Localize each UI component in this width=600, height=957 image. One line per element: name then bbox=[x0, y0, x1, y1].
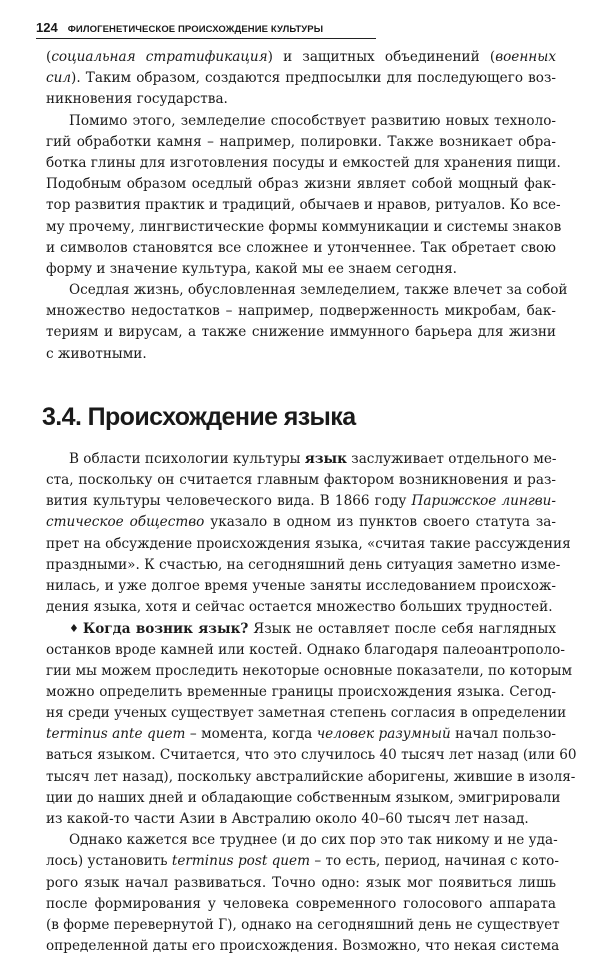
text-line: (в форме перевернутой Г), однако на сегодняшний день не существует bbox=[46, 916, 560, 933]
text-line: с животными. bbox=[46, 345, 147, 362]
text-run: Язык не оставляет после себя наглядных bbox=[248, 621, 556, 638]
text-line: праздными». К счастью, на сегодняшний день ситуация заметно изме- bbox=[46, 556, 561, 573]
text-line bbox=[46, 491, 556, 512]
text-line: Помимо этого, земледелие способствует развитию новых техноло- bbox=[69, 112, 556, 129]
text-line: нилась, и уже долгое время ученые заняты исследованием происхож- bbox=[46, 577, 556, 594]
text-line: териям и вирусам, а также снижение иммунного барьера для жизни bbox=[46, 324, 556, 341]
text-line: гий обработки камня – например, полировки. Также возникает обра- bbox=[46, 133, 556, 150]
diamond-bullet-icon: ♦ bbox=[69, 622, 79, 636]
text-run bbox=[83, 621, 556, 637]
text-line bbox=[46, 449, 556, 470]
chapter-title: ФИЛОГЕНЕТИЧЕСКОЕ ПРОИСХОЖДЕНИЕ КУЛЬТУРЫ bbox=[67, 24, 324, 35]
text-line: и символов становятся все сложнее и утонченнее. Так обретает свою bbox=[46, 239, 556, 256]
text-run: В области психологии культуры bbox=[69, 450, 305, 467]
paragraph bbox=[46, 280, 568, 365]
paragraph bbox=[46, 618, 577, 830]
text-line bbox=[46, 851, 559, 872]
paragraph bbox=[46, 111, 562, 281]
text-line: никновения государства. bbox=[46, 91, 228, 108]
text-line: му прочему, лингвистические формы коммуникации и системы знаков bbox=[46, 218, 562, 235]
text-run: ). Таким образом, создаются предпосылки для последующего воз- bbox=[71, 70, 556, 87]
text-run: указало в одном из пунктов своего статута за- bbox=[204, 514, 556, 531]
italic-run: terminus post quem bbox=[171, 853, 310, 870]
text-line bbox=[46, 618, 556, 639]
text-run: ( bbox=[46, 49, 52, 65]
text-run: вития культуры человеческого вида. В 1866 году bbox=[46, 493, 412, 510]
text-line: после формирования у человека современного голосового аппарата bbox=[46, 895, 556, 912]
text-line: множество недостатков – например, подверженность микробам, бак- bbox=[46, 303, 556, 320]
text-line: тысяч лет назад), поскольку австралийские аборигены, жившие в изоля- bbox=[46, 768, 576, 785]
text-line: из какой-то части Азии в Австралию около 40–60 тысяч лет назад. bbox=[46, 811, 529, 827]
text-line: Оседлая жизнь, обусловленная земледелием, также влечет за собой bbox=[69, 282, 568, 299]
text-run: лось) установить bbox=[46, 853, 172, 870]
text-run: – то есть, период, начиная с кото- bbox=[310, 853, 559, 870]
text-line: определенной даты его происхождения. Возможно, что некая система bbox=[46, 938, 560, 955]
text-line: прет на обсуждение происхождения языка, «считая такие рассуждения bbox=[46, 535, 571, 552]
paragraph bbox=[46, 47, 556, 111]
text-line: ботка глины для изготовления посуды и емкостей для хранения пищи. bbox=[46, 154, 561, 171]
italic-run: сил bbox=[46, 70, 72, 87]
text-line: ня среди ученых существует заметная степень согласия в определении bbox=[46, 705, 567, 722]
section-heading: 3.4. Происхождение языка bbox=[42, 402, 356, 431]
text-line: останков вроде камней или костей. Однако благодаря палеоантрополо- bbox=[46, 641, 565, 658]
text-line: Однако кажется все труднее (и до сих пор это так никому и не уда- bbox=[69, 832, 558, 849]
italic-run: социальная стратификация bbox=[51, 49, 268, 65]
text-line bbox=[46, 512, 556, 533]
text-run: – момента, когда bbox=[185, 726, 317, 743]
text-line: ции до наших дней и обладающие собственным языком, эмигрировали bbox=[46, 789, 561, 806]
paragraph bbox=[46, 830, 560, 957]
italic-run: стическое общество bbox=[46, 514, 205, 531]
text-line: дения языка, хотя и сейчас остается множество больших трудностей. bbox=[46, 599, 553, 616]
text-run: заслуживает отдельного ме- bbox=[346, 450, 557, 467]
text-line: ваться языком. Считается, что это случилось 40 тысяч лет назад (или 60 bbox=[46, 747, 577, 764]
italic-run: Парижское лингви- bbox=[411, 493, 556, 510]
text-line bbox=[46, 724, 556, 745]
italic-run: военных bbox=[495, 49, 556, 65]
bold-run: Когда возник язык? bbox=[82, 621, 249, 638]
text-line: тор развития практик и традиций, обычаев и нравов, ритуалов. Ко все- bbox=[46, 197, 561, 214]
text-line: Подобным образом оседлый образ жизни являет собой мощный фак- bbox=[46, 176, 556, 193]
text-line: гии мы можем проследить некоторые основные показатели, по которым bbox=[46, 662, 573, 679]
text-run: ) и защитных объединений ( bbox=[267, 49, 496, 65]
text-line: можно определить временные границы происхождения языка. Сегод- bbox=[46, 683, 556, 700]
text-run: начал пользо- bbox=[450, 726, 556, 743]
text-line: форму и значение культура, какой мы ее знаем сегодня. bbox=[46, 260, 457, 277]
paragraph bbox=[46, 449, 571, 619]
body-text bbox=[42, 47, 577, 957]
bold-run: язык bbox=[304, 450, 347, 467]
text-line: ста, поскольку он считается главным фактором возникновения и раз- bbox=[46, 472, 556, 488]
italic-run: terminus ante quem bbox=[46, 726, 186, 743]
page-number: 124 bbox=[36, 20, 58, 35]
italic-run: человек разумный bbox=[316, 726, 451, 743]
running-header bbox=[36, 20, 376, 39]
text-line bbox=[46, 68, 556, 89]
text-line bbox=[46, 47, 556, 68]
text-line: рого язык начал развиваться. Точно одно: язык мог появиться лишь bbox=[46, 874, 556, 891]
